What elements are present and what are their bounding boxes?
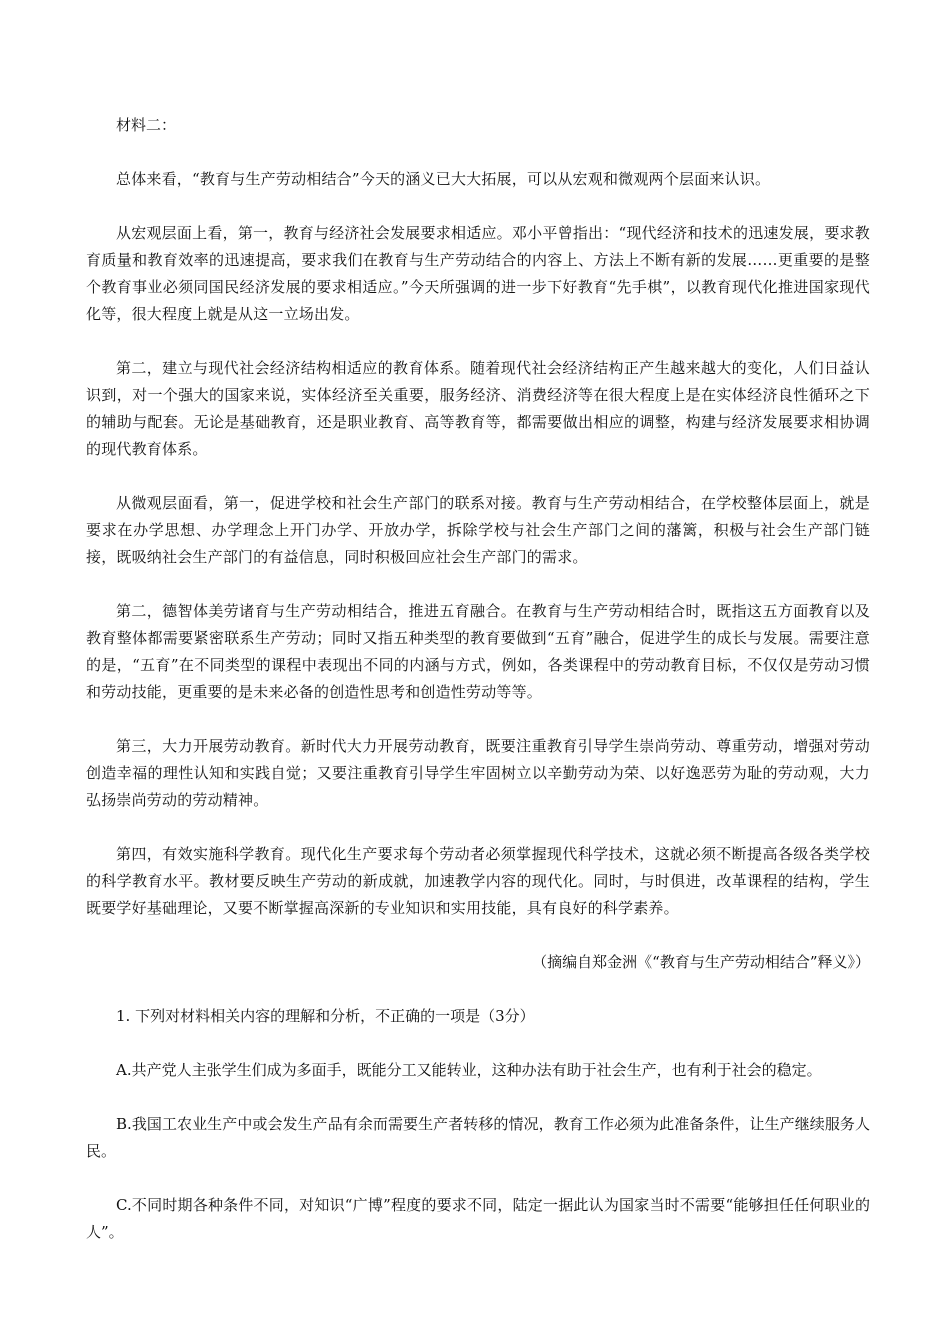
- material-paragraph: 总体来看，“教育与生产劳动相结合”今天的涵义已大大拓展，可以从宏观和微观两个层面来认识。: [116, 170, 771, 188]
- question-option-a: A.共产党人主张学生们成为多面手，既能分工又能转业，这种办法有助于社会生产，也有利于社会的稳定。: [116, 1061, 822, 1079]
- material-paragraph: 第四，有效实施科学教育。现代化生产要求每个劳动者必须掌握现代科学技术，这就必须不断提高各级各类学校的科学教育水平。教材要反映生产劳动的新成就，加速教学内容的现代化。同时，与时俱进，改革课程的结构，学生既要学好基础理论，又要不断掌握高深新的专业知识和实用技能，具有良好的科学素养。: [86, 845, 870, 917]
- material-paragraph: 第二，建立与现代社会经济结构相适应的教育体系。随着现代社会经济结构正产生越来越大的变化，人们日益认识到，对一个强大的国家来说，实体经济至关重要，服务经济、消费经济等在很大程度上是在实体经济良性循环之下的辅助与配套。无论是基础教育，还是职业教育、高等教育等，都需要做出相应的调整，构建与经济发展要求相协调的现代教育体系。: [86, 359, 870, 458]
- question-option-c: C.不同时期各种条件不同，对知识“广博”程度的要求不同，陆定一据此认为国家当时不需要“能够担任任何职业的人”。: [86, 1196, 870, 1241]
- question-option-b: B.我国工农业生产中或会发生产品有余而需要生产者转移的情况，教育工作必须为此准备条件，让生产继续服务人民。: [86, 1115, 870, 1160]
- material-heading: 材料二：: [116, 116, 177, 134]
- material-paragraph: 第二，德智体美劳诸育与生产劳动相结合，推进五育融合。在教育与生产劳动相结合时，既指这五方面教育以及教育整体都需要紧密联系生产劳动；同时又指五种类型的教育要做到“五育”融合，促进学生的成长与发展。需要注意的是，“五育”在不同类型的课程中表现出不同的内涵与方式，例如，各类课程中的劳动教育目标，不仅仅是劳动习惯和劳动技能，更重要的是未来必备的创造性思考和创造性劳动等等。: [86, 602, 870, 701]
- document-page: [86, 112, 870, 1273]
- material-paragraph: 第三，大力开展劳动教育。新时代大力开展劳动教育，既要注重教育引导学生崇尚劳动、尊重劳动，增强对劳动创造幸福的理性认知和实践自觉；又要注重教育引导学生牢固树立以辛勤劳动为荣、以好逸恶劳为耻的劳动观，大力弘扬崇尚劳动的劳动精神。: [86, 737, 870, 809]
- material-paragraph: 从宏观层面上看，第一，教育与经济社会发展要求相适应。邓小平曾指出：“现代经济和技术的迅速发展，要求教育质量和教育效率的迅速提高，要求我们在教育与生产劳动结合的内容上、方法上不断有新的发展……更重要的是整个教育事业必须同国民经济发展的要求相适应。”今天所强调的进一步下好教育“先手棋”，以教育现代化推进国家现代化等，很大程度上就是从这一立场出发。: [86, 224, 870, 323]
- question-stem: 1. 下列对材料相关内容的理解和分析，不正确的一项是（3分）: [116, 1007, 535, 1025]
- material-paragraph: 从微观层面看，第一，促进学校和社会生产部门的联系对接。教育与生产劳动相结合，在学校整体层面上，就是要求在办学思想、办学理念上开门办学、开放办学，拆除学校与社会生产部门之间的藩篱，积极与社会生产部门链接，既吸纳社会生产部门的有益信息，同时积极回应社会生产部门的需求。: [86, 494, 870, 566]
- material-source: （摘编自郑金洲《“教育与生产劳动相结合”释义》）: [532, 953, 870, 971]
